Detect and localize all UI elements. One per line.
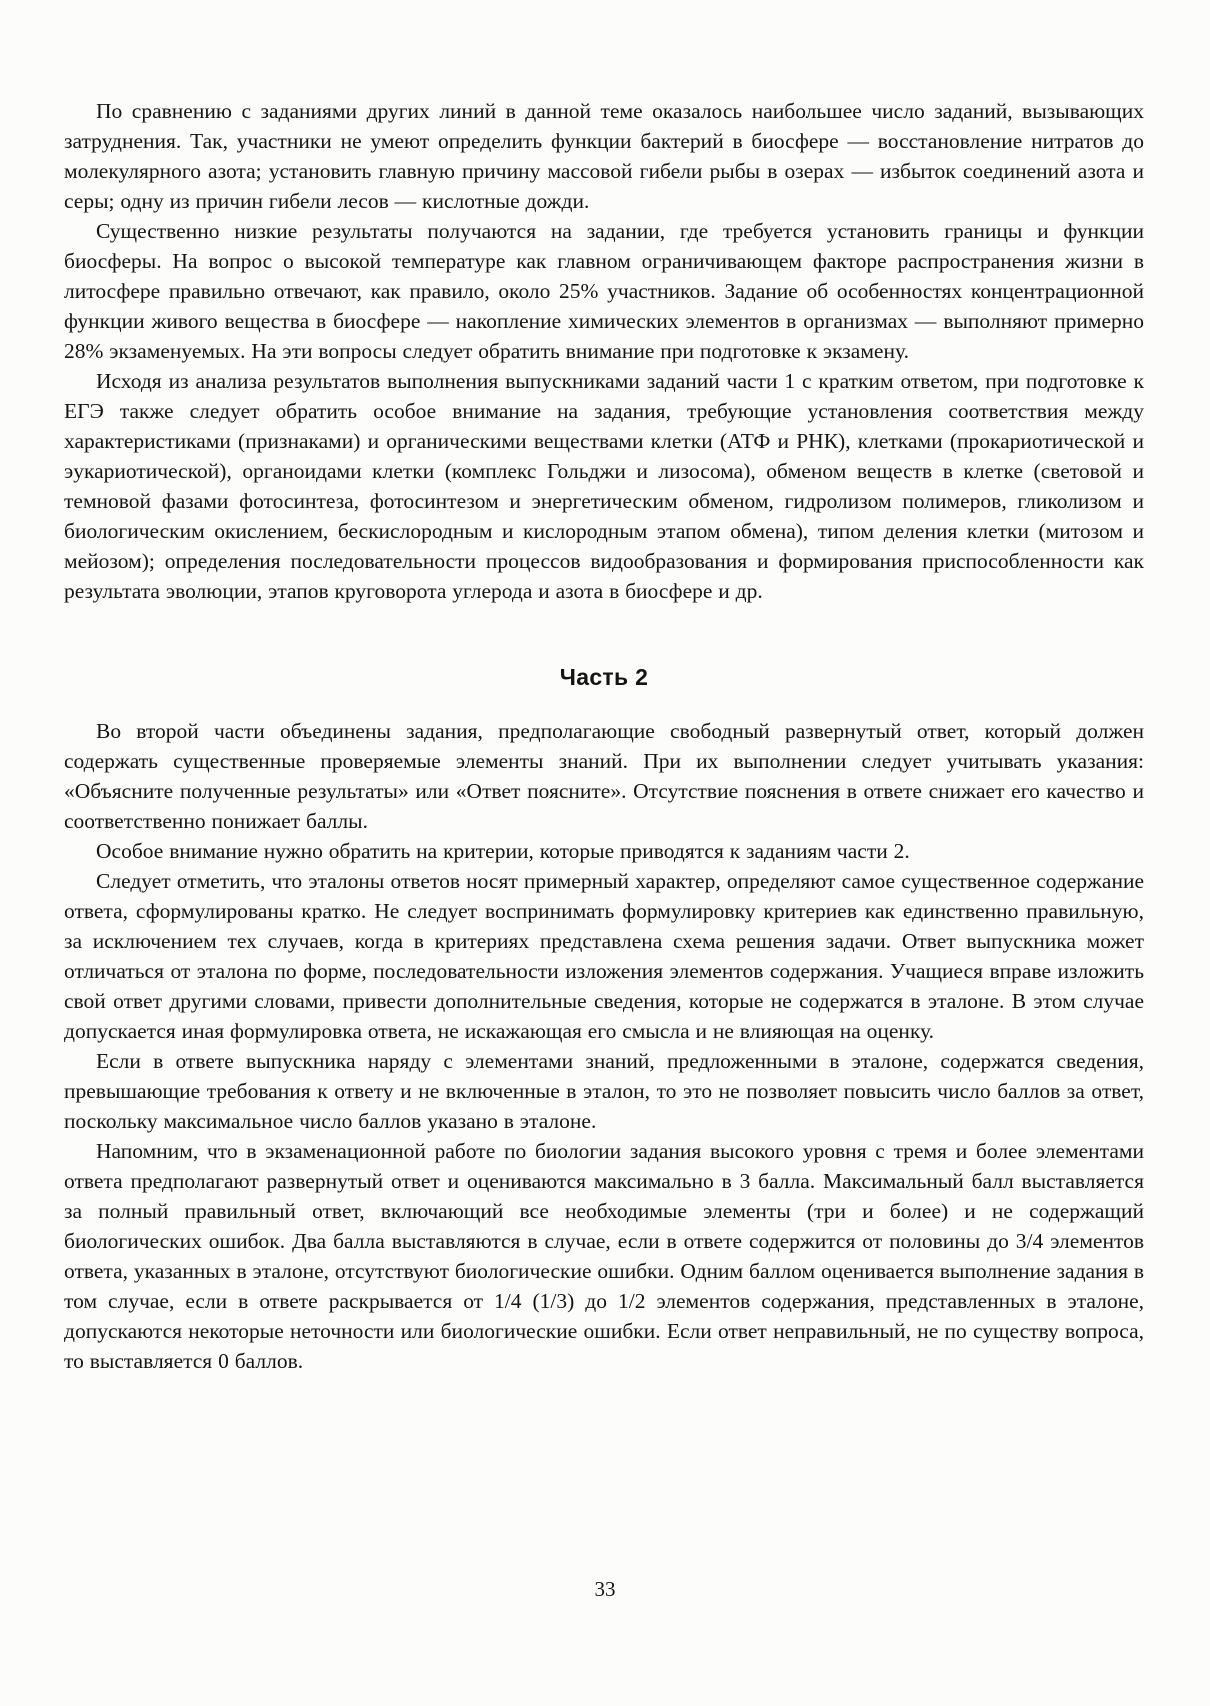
paragraph-part2-5: Напомним, что в экзаменационной работе по биологии задания высокого уровня с тремя и более элементами ответа предполагают развернутый ответ и оцениваются максимально в 3 балла. Максимальный балл выставляется за полный правильный ответ, включающий все необходимые элементы (три и более) и не содержащий биологических ошибок. Два балла выставляются в случае, если в ответе содержится от половины до 3/4 элементов ответа, указанных в эталоне, отсутствуют биологические ошибки. Одним баллом оценивается выполнение задания в том случае, если в ответе раскрывается от 1/4 (1/3) до 1/2 элементов содержания, представленных в эталоне, допускаются некоторые неточности или биологические ошибки. Если ответ неправильный, не по существу вопроса, то выставляется 0 баллов. [64, 1139, 1144, 1373]
paragraph-part2-3: Следует отметить, что эталоны ответов носят примерный характер, определяют самое существенное содержание ответа, сформулированы кратко. Не следует воспринимать формулировку критериев как единственно правильную, за исключением тех случаев, когда в критериях представлена схема решения задачи. Ответ выпускника может отличаться от эталона по форме, последовательности изложения элементов содержания. Учащиеся вправе изложить свой ответ другими словами, привести дополнительные сведения, которые не содержатся в эталоне. В этом случае допускается иная формулировка ответа, не искажающая его смысла и не влияющая на оценку. [64, 869, 1144, 1043]
paragraph-part2-2: Особое внимание нужно обратить на критерии, которые приводятся к заданиям части 2. [96, 839, 910, 863]
text-column [64, 96, 1144, 1376]
section-heading-part-2: Часть 2 [559, 664, 649, 690]
paragraph-intro-2: Существенно низкие результаты получаются на задании, где требуется установить границы и функции биосферы. На вопрос о высокой температуре как главном ограничивающем факторе распространения жизни в литосфере правильно отвечают, как правило, около 25% участников. Задание об особенностях концентрационной функции живого вещества в биосфере — накопление химических элементов в организмах — выполняют примерно 28% экзаменуемых. На эти вопросы следует обратить внимание при подготовке к экзамену. [64, 219, 1144, 363]
paragraph-intro-1: По сравнению с заданиями других линий в данной теме оказалось наибольшее число заданий, вызывающих затруднения. Так, участники не умеют определить функции бактерий в биосфере — восстановление нитратов до молекулярного азота; установить главную причину массовой гибели рыбы в озерах — избыток соединений азота и серы; одну из причин гибели лесов — кислотные дожди. [64, 99, 1144, 213]
page-number: 33 [594, 1577, 616, 1601]
paragraph-part2-1: Во второй части объединены задания, предполагающие свободный развернутый ответ, который должен содержать существенные проверяемые элементы знаний. При их выполнении следует учитывать указания: «Объясните полученные результаты» или «Ответ поясните». Отсутствие пояснения в ответе снижает его качество и соответственно понижает баллы. [64, 719, 1144, 833]
paragraph-intro-3: Исходя из анализа результатов выполнения выпускниками заданий части 1 с кратким ответом, при подготовке к ЕГЭ также следует обратить особое внимание на задания, требующие установления соответствия между характеристиками (признаками) и органическими веществами клетки (АТФ и РНК), клетками (прокариотической и эукариотической), органоидами клетки (комплекс Гольджи и лизосома), обменом веществ в клетке (световой и темновой фазами фотосинтеза, фотосинтезом и энергетическим обменом, гидролизом полимеров, гликолизом и биологическим окислением, бескислородным и кислородным этапом обмена), типом деления клетки (митозом и мейозом); определения последовательности процессов видообразования и формирования приспособленности как результата эволюции, этапов круговорота углерода и азота в биосфере и др. [64, 369, 1144, 603]
paragraph-part2-4: Если в ответе выпускника наряду с элементами знаний, предложенными в эталоне, содержатся сведения, превышающие требования к ответу и не включенные в эталон, то это не позволяет повысить число баллов за ответ, поскольку максимальное число баллов указано в эталоне. [64, 1049, 1144, 1133]
